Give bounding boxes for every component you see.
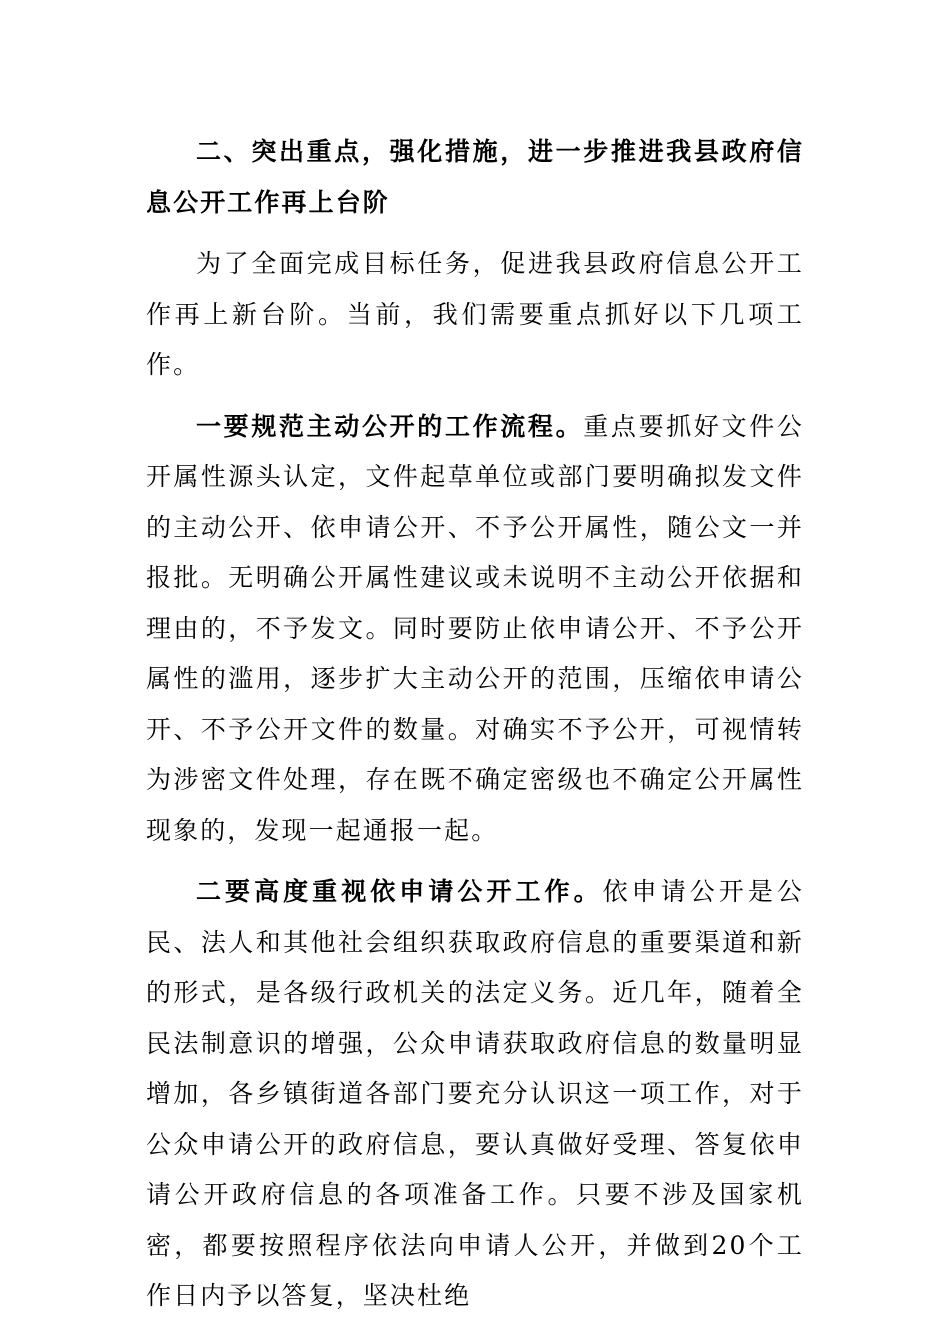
point-2-lead: 二要高度重视依申请公开工作。 <box>196 877 603 906</box>
document-page <box>146 127 804 1333</box>
point-1-lead: 一要规范主动公开的工作流程。 <box>196 411 584 441</box>
point-2-body: 依申请公开是公民、法人和其他社会组织获取政府信息的重要渠道和新的形式，是各级行政机关的法定义务。近几年，随着全民法制意识的增强，公众申请获取政府信息的数量明显增加，各乡镇街道各部门要充分认识这一项工作，对于公众申请公开的政府信息，要认真做好受理、答复依申请公开政府信息的各项准备工作。只要不涉及国家机密，都要按照程序依法向申请人公开，并做到20个工作日内予以答复，坚决杜绝 <box>146 877 804 1310</box>
intro-paragraph: 为了全面完成目标任务，促进我县政府信息公开工作再上新台阶。当前，我们需要重点抓好以下几项工作。 <box>146 249 804 379</box>
point-2-paragraph <box>146 867 804 1322</box>
section-heading: 二、突出重点，强化措施，进一步推进我县政府信息公开工作再上台阶 <box>146 137 804 217</box>
point-1-paragraph <box>146 402 804 857</box>
point-1-body: 重点要抓好文件公开属性源头认定，文件起草单位或部门要明确拟发文件的主动公开、依申请公开、不予公开属性，随公文一并报批。无明确公开属性建议或未说明不主动公开依据和理由的，不予发文。同时要防止依申请公开、不予公开属性的滥用，逐步扩大主动公开的范围，压缩依申请公开、不予公开文件的数量。对确实不予公开，可视情转为涉密文件处理，存在既不确定密级也不确定公开属性现象的，发现一起通报一起。 <box>146 411 804 845</box>
